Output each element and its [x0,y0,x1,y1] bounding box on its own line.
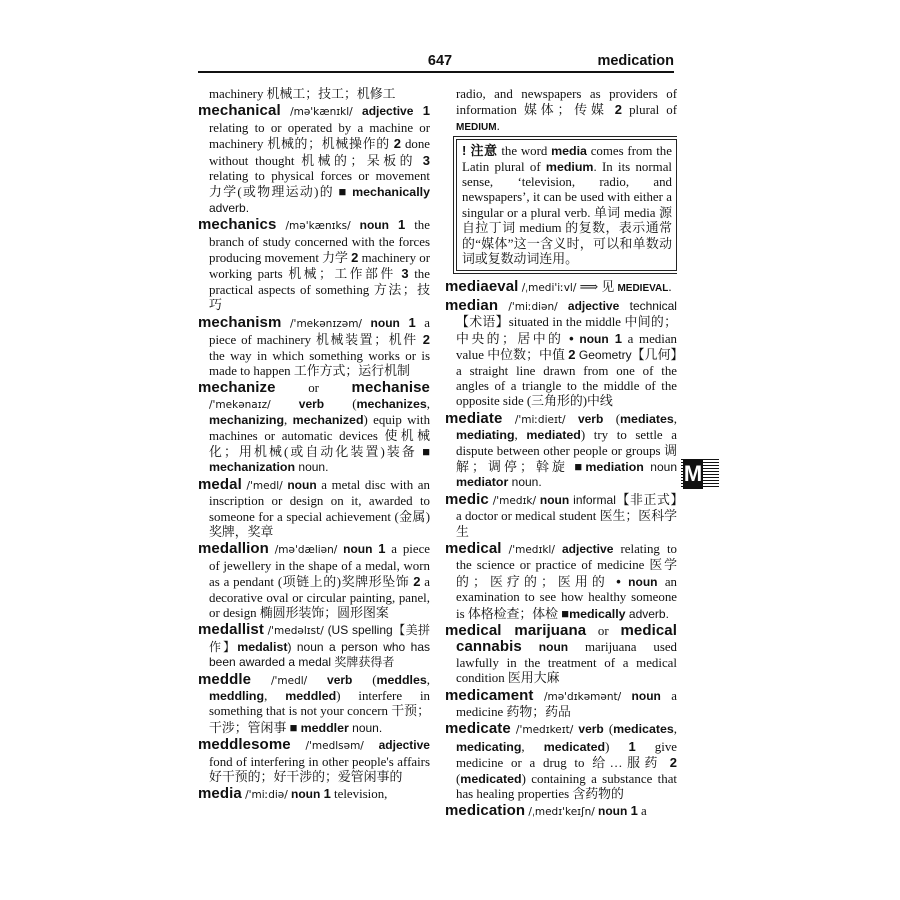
definition-text: relating to physical forces or movement 力学(或物理运动)的 [209,169,430,200]
paren: ( [352,672,377,687]
part-of-speech: verb [577,411,604,426]
period: . [496,118,500,133]
definition-text: a piece of machinery 机械装置；机件 [209,315,430,348]
period: . [668,280,672,295]
inflection: medicated [460,771,522,786]
inflection: mediated [526,428,581,443]
definition-text: 【非正式】a doctor or medical student 医生；医科学生 [456,492,677,539]
part-of-speech: adjective [362,104,414,119]
definition-text: relating to the science or practice of medicine 医学的；医疗的；医用的 [456,541,677,589]
definition-text: containing a substance that has healing properties 含药物的 [456,771,677,802]
or-connector: or [586,624,621,638]
paren: ( [603,722,614,737]
pos-change-bullet: • [569,330,574,346]
definition-text: done without thought 机械的；呆板的 [209,137,430,168]
definition-text: (US spelling【美拼作】 [209,623,430,654]
comma: , [426,396,430,411]
header-rule [198,71,674,73]
pronunciation: /ˌmedi'iːvl/ [521,282,577,295]
headword: medallion [198,540,269,558]
headword-variant: medical cannabis [456,622,677,656]
variant-spelling: medalist [237,639,288,654]
definition-text: a [637,804,647,819]
headword: mechanical [198,102,281,120]
derivative-word: mediation [585,459,644,474]
note-keyword: media [551,144,587,159]
definition-text: 【几何】a straight line drawn from one of the angles of a triangle to the middle of the opposite side (三角形的)中线 [456,348,677,409]
definition-text: try to settle a dispute between other people or groups 调解；调停；斡旋 [456,428,677,474]
headword: meddlesome [198,736,291,754]
part-of-speech: noun [359,218,389,233]
derivative-word: meddler [300,720,349,735]
entry-meddlesome [198,737,430,785]
register-label: technical [619,298,677,313]
part-of-speech: noun [370,315,400,330]
entry-medication [445,803,677,820]
entry-median [445,298,677,410]
definition-text: relating to or operated by a machine or machinery 机械的；机械操作的 [209,120,430,152]
paren: ( [456,771,461,786]
definition-text: television, [330,787,388,802]
pronunciation: /'medəlɪst/ [267,625,324,638]
pronunciation: /ˌmedɪ'keɪʃn/ [528,806,595,819]
sense-number: 1 [323,786,331,802]
derivative-word: mechanically [352,185,430,200]
pronunciation: /mə'dæliən/ [274,544,338,557]
inflection: mediating [456,428,515,443]
left-column [198,87,430,847]
inflection: meddling [209,689,265,704]
derivative-marker: ■ [561,605,570,621]
note-text: . In its normal sense, ‘television, radio, and newspapers’, it can be used with either a singular or a plural verb. 单词 media 源自拉丁词 medium 的复数，表示通常的“媒体”这一含义时，可以和单数动词或复数动词连用。 [462,159,672,267]
part-of-speech: adjective [567,298,620,313]
entry-mechanize [198,380,430,475]
derivative-word: medically [569,606,626,621]
part-of-speech: noun [521,640,569,655]
thumb-index-letter: M [683,459,703,489]
usage-note-label: ! 注意 [462,143,498,159]
comma: , [673,411,677,426]
headword: medication [445,802,526,820]
part-of-speech: verb [578,722,604,737]
part-of-speech: noun [598,804,628,819]
part-of-speech: verb [327,672,353,687]
entry-mediaeval [445,279,677,296]
sense-number: 2 [422,332,430,348]
definition-text: the branch of study concerned with the forces producing movement 力学 [209,218,430,266]
comma: , [521,739,544,754]
sense-number: 2 [413,574,421,590]
derivative-pos: noun. [508,475,542,490]
inflection: meddles [376,672,427,687]
pronunciation: /'mekənɪzəm/ [290,317,362,330]
entry-meddle [198,672,430,737]
see-arrow: ⟹ 见 [576,280,618,295]
pronunciation: /'miːdiə/ [245,789,288,802]
sense-number: 1 [608,330,622,346]
sense-number: 2 [351,250,359,266]
derivative-pos: noun. [295,460,329,475]
entry-mechanics [198,217,430,313]
headword: medical [445,539,502,557]
derivative-pos: noun [643,459,677,474]
pos-change-bullet: • [616,573,621,589]
pronunciation: /'medɪkeɪt/ [515,724,574,737]
derivative-pos: adverb. [209,200,250,215]
note-text: the word [497,144,552,159]
headword: median [445,296,499,314]
definition-text: a piece of jewellery in the shape of a medal, worn as a pendant (项链上的)奖牌形坠饰 [209,542,430,590]
derivative-marker: ■ [422,443,430,459]
entry-mediate [445,411,677,491]
inflection: medicates [613,722,674,737]
inflection: medicating [456,739,522,754]
definition-text: interfere in something that is not your concern 干预；干涉；管闲事 [209,689,430,735]
pronunciation: /mə'kænɪks/ [285,220,351,233]
note-keyword: medium [545,159,594,174]
definition-text: the way in which something works or is made to happen 工作方式；运行机制 [209,348,430,378]
part-of-speech: noun [287,477,317,492]
headword: mediate [445,409,503,427]
part-of-speech: noun [573,331,609,346]
derivative-word: mechanization [209,460,296,475]
part-of-speech: verb [298,396,325,411]
definition-text: marijuana used lawfully in the treatment of a medical condition 医用大麻 [456,640,677,686]
pronunciation: /'medlsəm/ [305,740,364,753]
paren: ) [605,739,629,754]
pronunciation: /'medl/ [270,674,308,687]
comma: , [673,722,677,737]
derivative-pos: adverb. [625,606,669,621]
paren: ( [324,396,357,411]
subject-label: Geometry [575,348,632,363]
sense-number: 2 [393,136,401,152]
entry-continuation [198,87,430,102]
headword: medical marijuana [445,622,587,639]
pronunciation: /'mekənaɪz/ [209,398,271,411]
page-number: 647 [427,53,453,69]
sense-number: 1 [378,541,386,557]
definition-text: a metal disc with an inscription or design on it, awarded to someone for a special achievement (金属)奖牌，奖章 [209,477,430,539]
derivative-marker: ■ [574,458,586,474]
definition-text: plural of [622,103,677,118]
entry-medic [445,492,677,540]
sense-number: 2 [614,102,623,118]
guide-word: medication [597,53,674,69]
cross-reference: MEDIEVAL [617,283,669,295]
paren: ) [521,771,532,786]
part-of-speech: noun [620,574,658,589]
comma: , [426,672,430,687]
headword: mechanism [198,313,282,331]
entry-medallist [198,622,430,670]
definition-text: a medicine 药物；药品 [456,688,677,720]
paren: ) [336,689,359,704]
headword: mediaeval [445,278,519,296]
definition-text: fond of interfering in other people's affairs 好干预的；好干涉的；爱管闲事的 [209,754,430,785]
inflection: mechanized [292,413,364,428]
sense-number: 3 [401,266,409,282]
derivative-pos: noun. [348,720,383,735]
headword: mechanize [198,379,276,397]
entry-medicament [445,688,677,721]
comma: , [514,428,527,443]
part-of-speech: noun [539,492,570,507]
entry-medallion [198,541,430,621]
right-column [445,87,677,847]
entry-mechanical [198,103,430,216]
definition-text: a median value 中位数；中值 [456,331,677,363]
part-of-speech: noun [343,542,373,557]
definition-text: a decorative oval or circular painting, panel, or design 椭圆形装饰；圆形图案 [209,575,430,620]
headword-variant: mechanise [351,379,430,397]
pronunciation: /'medɪkl/ [508,543,555,556]
paren: ( [603,411,621,426]
paren: ) [580,428,594,443]
inflection: mediates [620,411,674,426]
sense-number: 1 [422,103,430,119]
headword: media [198,785,242,803]
cross-reference: MEDIUM [456,121,497,133]
or-connector: or [275,381,352,396]
part-of-speech: adjective [562,541,614,556]
part-of-speech: noun [291,787,321,802]
definition-text: machinery or working parts 机械；工作部件 [209,251,430,282]
part-of-speech: adjective [378,738,430,753]
entry-medal [198,477,430,541]
definition-text: radio, and newspapers as providers of information 媒体；传媒 [456,87,677,118]
comma: , [284,413,293,428]
entry-medical [445,541,677,622]
pronunciation: /mə'kænɪkl/ [290,106,353,119]
derivative-word: mediator [456,475,509,490]
entry-medicate [445,721,677,802]
sense-number: 1 [408,314,416,330]
pronunciation: /mə'dɪkəmənt/ [543,690,622,703]
headword: medic [445,490,489,508]
headword: meddle [198,670,252,688]
definition-text: the practical aspects of something 方法；技巧 [209,267,430,313]
definition-text: machinery 机械工；技工；机修工 [209,87,396,101]
usage-note-box [456,139,677,271]
note-text: comes from the Latin plural of [462,144,672,174]
definition-text: ) noun a person who has been awarded a medal 奖牌获得者 [209,639,430,670]
pronunciation: /'medl/ [246,479,283,492]
headword: medicament [445,686,534,704]
sense-number: 3 [422,152,430,168]
entry-medical-marijuana [445,623,677,687]
definition-text: an examination to see how healthy someone is 体格检查；体检 [456,574,677,621]
sense-number: 1 [397,217,406,233]
pronunciation: /'medɪk/ [492,494,537,507]
definition-text: equip with machines or automatic devices 使机械化；用机械(或自动化装置)装备 [209,413,430,459]
derivative-marker: ■ [338,184,348,200]
register-label: informal [569,492,616,507]
headword: medicate [445,720,511,738]
derivative-marker: ■ [289,719,298,735]
comma: , [264,689,286,704]
headword: medal [198,475,242,493]
inflection: mechanizes [356,396,427,411]
headword: medallist [198,621,264,639]
sense-number: 2 [669,755,677,771]
entry-media-continued [445,87,677,135]
entry-mechanism [198,315,430,380]
inflection: medicated [543,739,606,754]
inflection: mechanizing [209,413,285,428]
sense-number: 1 [628,738,636,754]
headword: mechanics [198,216,277,234]
pronunciation: /'miːdiən/ [508,300,558,313]
definition-text: 【术语】situated in the middle 中间的；中央的；居中的 [456,315,677,346]
inflection: meddled [285,689,337,704]
sense-number: 2 [568,347,576,363]
paren: ) [363,413,374,428]
thumb-index-tab [681,459,719,489]
part-of-speech: noun [631,688,661,703]
sense-number: 1 [630,803,638,819]
definition-text: give medicine or a drug to 给…服药 [456,739,677,771]
entry-media [198,786,430,803]
pronunciation: /'miːdieɪt/ [514,413,566,426]
